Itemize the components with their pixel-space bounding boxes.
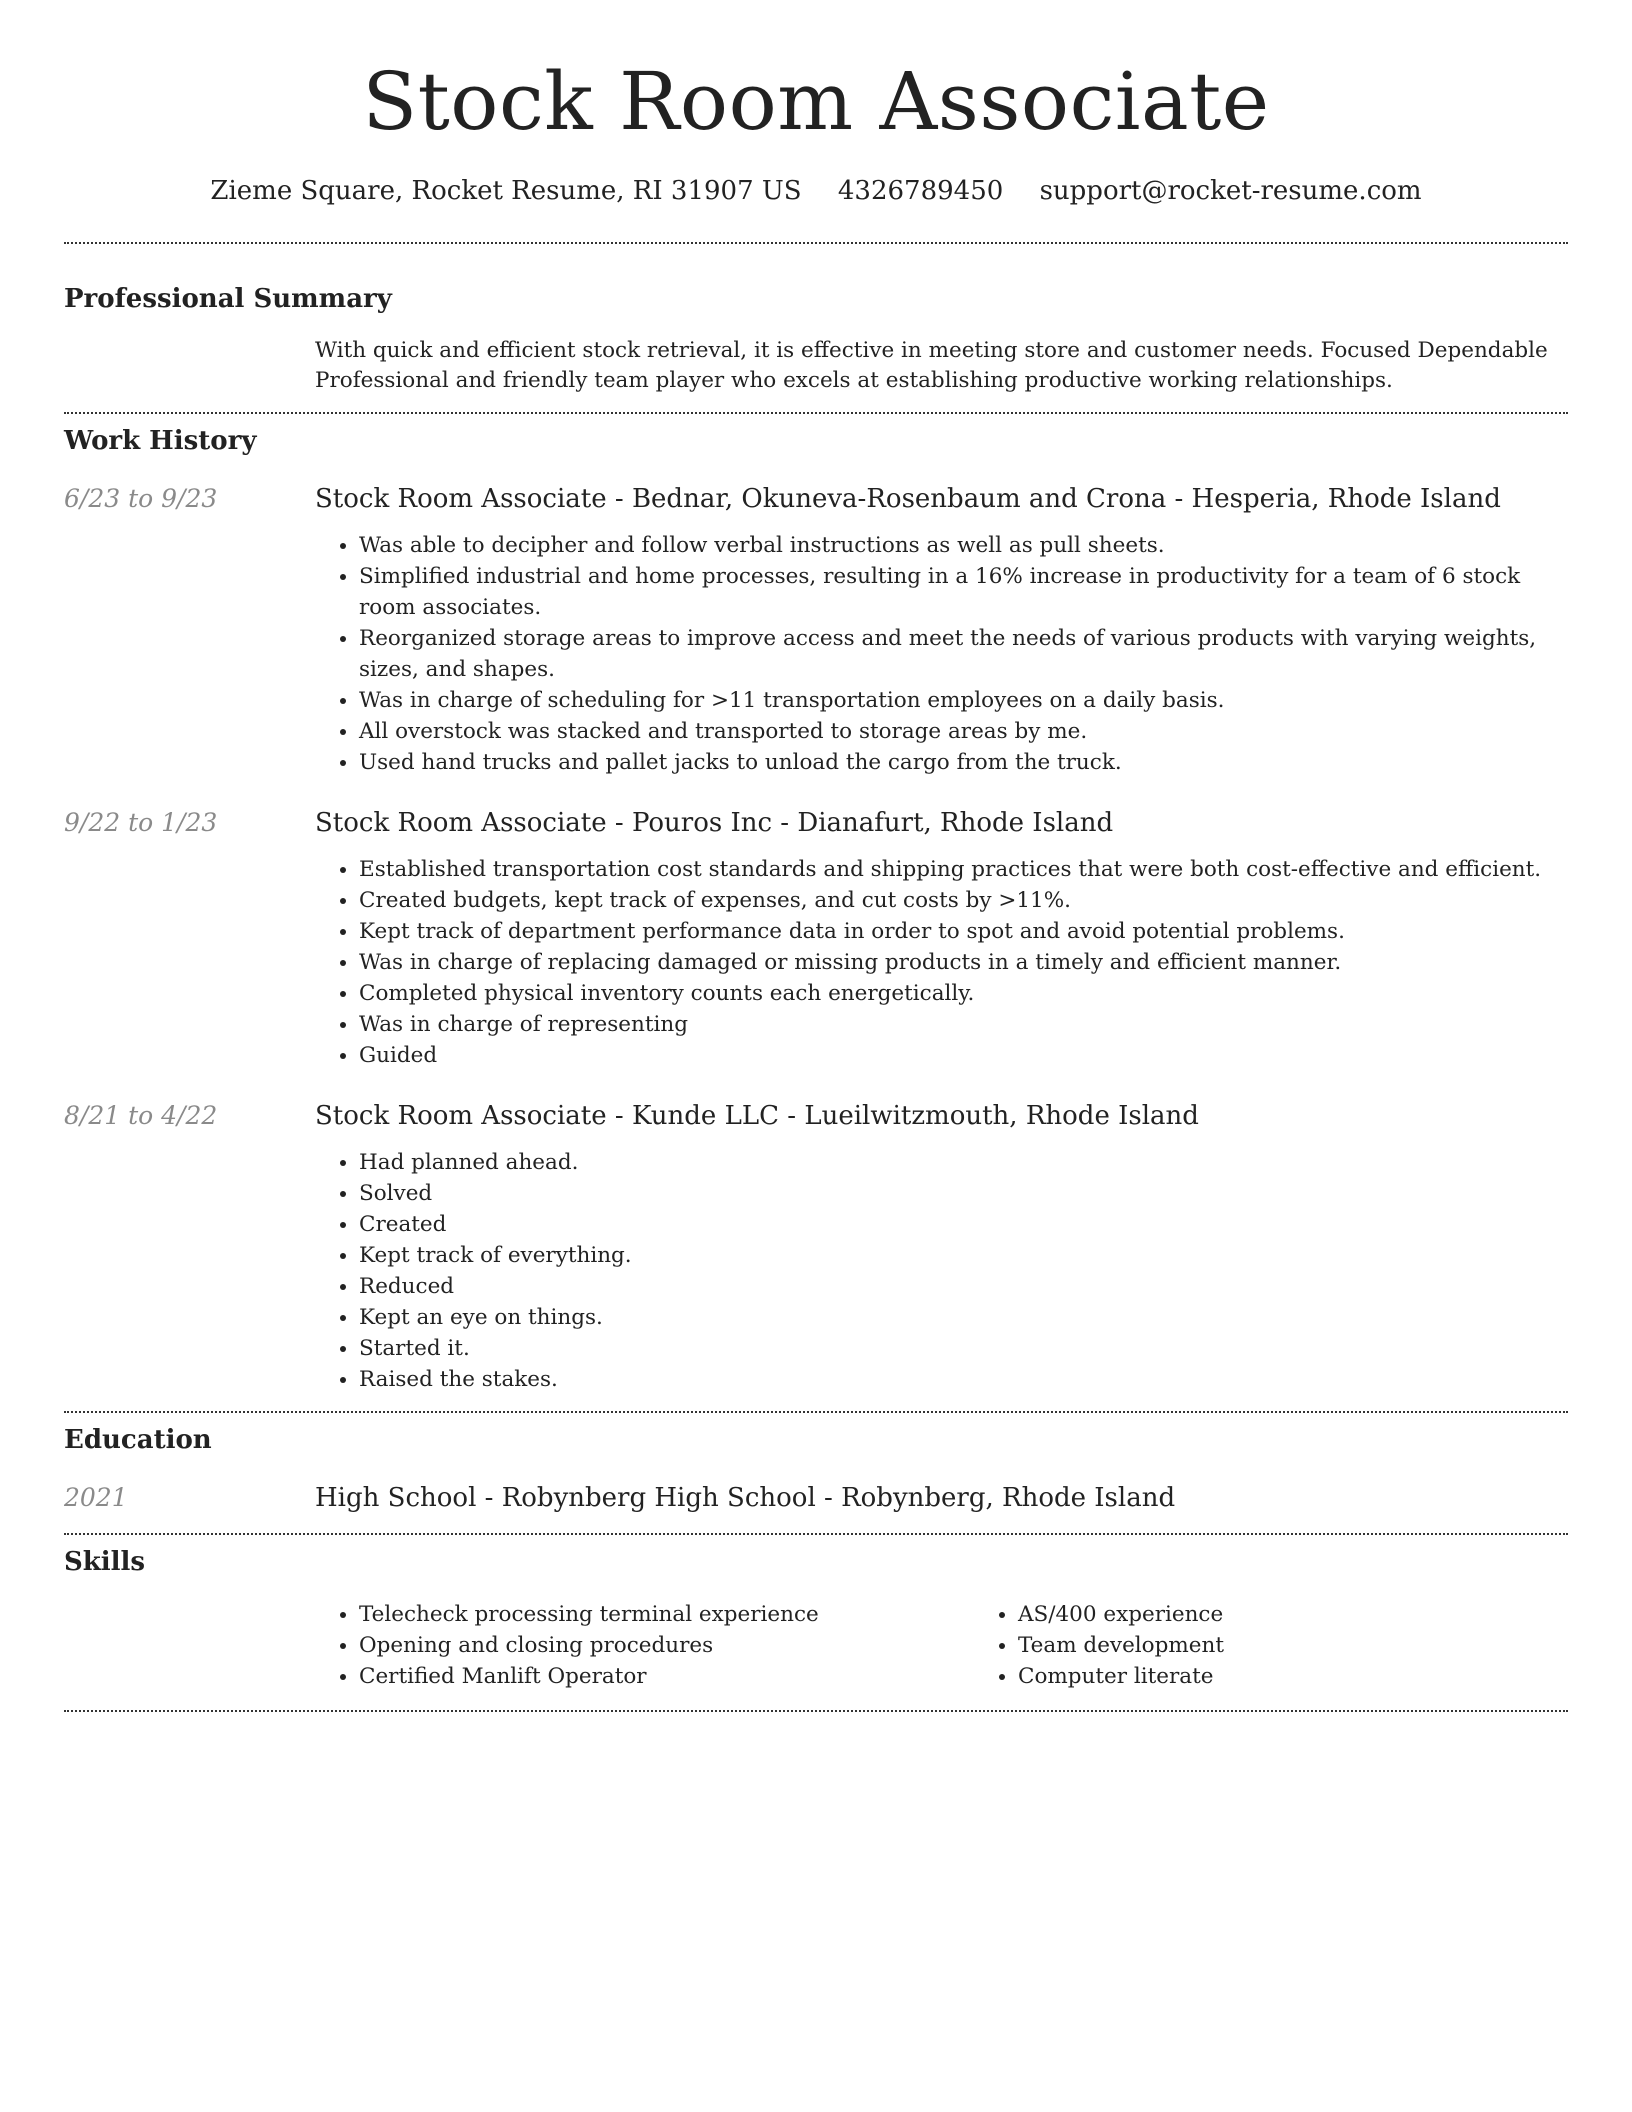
list-item: • Guided <box>359 1040 1568 1071</box>
section-title-education: Education <box>64 1425 212 1455</box>
job-entry <box>64 806 1568 1071</box>
job-bullets <box>315 530 1568 778</box>
work-history-section <box>64 424 1568 1395</box>
contact-email: support@rocket-resume.com <box>1039 176 1422 206</box>
list-item: • Completed physical inventory counts each energetically. <box>359 978 1568 1009</box>
list-item: • Established transportation cost standards and shipping practices that were both cost-effective and efficient. <box>359 854 1568 885</box>
list-item: • Computer literate <box>1018 1661 1632 1692</box>
education-entry <box>64 1481 1568 1515</box>
list-item: • Certified Manlift Operator <box>359 1661 974 1692</box>
job-entry <box>64 1099 1568 1395</box>
job-heading: Stock Room Associate - Bednar, Okuneva-Rosenbaum and Crona - Hesperia, Rhode Island <box>315 484 1501 514</box>
skills-spacer <box>64 1599 315 1692</box>
job-entry <box>64 482 1568 778</box>
list-item: • Telecheck processing terminal experience <box>359 1599 974 1630</box>
job-dates: 6/23 to 9/23 <box>64 484 218 513</box>
list-item: • Opening and closing procedures <box>359 1630 974 1661</box>
job-dates: 8/21 to 4/22 <box>64 1101 218 1130</box>
list-item: • AS/400 experience <box>1018 1599 1632 1630</box>
education-heading: High School - Robynberg High School - Robynberg, Rhode Island <box>315 1483 1176 1513</box>
list-item: • Created budgets, kept track of expenses, and cut costs by >11%. <box>359 885 1568 916</box>
divider <box>64 1533 1568 1535</box>
job-heading: Stock Room Associate - Kunde LLC - Lueilwitzmouth, Rhode Island <box>315 1101 1199 1131</box>
section-title-work: Work History <box>64 426 257 456</box>
job-heading: Stock Room Associate - Pouros Inc - Dianafurt, Rhode Island <box>315 808 1114 838</box>
skills-list-left <box>315 1599 974 1692</box>
list-item: • Had planned ahead. <box>359 1147 1568 1178</box>
skills-list-right <box>974 1599 1632 1692</box>
skills-grid <box>315 1599 1632 1692</box>
resume-name: Stock Room Associate <box>362 55 1270 148</box>
divider <box>64 1411 1568 1413</box>
list-item: • Reorganized storage areas to improve access and meet the needs of various products with varying weights, sizes, and shapes. <box>359 623 1568 685</box>
skills-section <box>64 1545 1568 1692</box>
list-item: • Started it. <box>359 1333 1568 1364</box>
contact-phone: 4326789450 <box>837 176 1004 206</box>
list-item: • All overstock was stacked and transported to storage areas by me. <box>359 716 1568 747</box>
contact-address: Zieme Square, Rocket Resume, RI 31907 US <box>210 176 802 206</box>
list-item: • Simplified industrial and home processes, resulting in a 16% increase in productivity for a team of 6 stock room associates. <box>359 561 1568 623</box>
list-item: • Kept track of everything. <box>359 1240 1568 1271</box>
job-dates: 9/22 to 1/23 <box>64 808 218 837</box>
job-bullets <box>315 1147 1568 1395</box>
list-item: • Created <box>359 1209 1568 1240</box>
contact-line <box>64 174 1568 208</box>
list-item: • Was in charge of replacing damaged or missing products in a timely and efficient manner. <box>359 947 1568 978</box>
list-item: • Used hand trucks and pallet jacks to unload the cargo from the truck. <box>359 747 1568 778</box>
section-title-summary: Professional Summary <box>64 284 392 314</box>
list-item: • Was able to decipher and follow verbal instructions as well as pull sheets. <box>359 530 1568 561</box>
list-item: • Raised the stakes. <box>359 1364 1568 1395</box>
summary-text: With quick and efficient stock retrieval, it is effective in meeting store and customer needs. Focused Dependable Professional and friendly team player who excels at establishing productive working relationships. <box>315 338 1548 393</box>
divider <box>64 242 1568 244</box>
list-item: • Kept an eye on things. <box>359 1302 1568 1333</box>
list-item: • Was in charge of scheduling for >11 transportation employees on a daily basis. <box>359 685 1568 716</box>
summary-section <box>64 282 1568 396</box>
divider <box>64 1710 1568 1712</box>
list-item: • Reduced <box>359 1271 1568 1302</box>
education-section <box>64 1423 1568 1515</box>
education-year: 2021 <box>64 1483 128 1512</box>
divider <box>64 412 1568 414</box>
summary-spacer <box>64 336 315 396</box>
section-title-skills: Skills <box>64 1547 146 1577</box>
list-item: • Kept track of department performance data in order to spot and avoid potential problems. <box>359 916 1568 947</box>
list-item: • Team development <box>1018 1630 1632 1661</box>
list-item: • Was in charge of representing <box>359 1009 1568 1040</box>
list-item: • Solved <box>359 1178 1568 1209</box>
job-bullets <box>315 854 1568 1071</box>
